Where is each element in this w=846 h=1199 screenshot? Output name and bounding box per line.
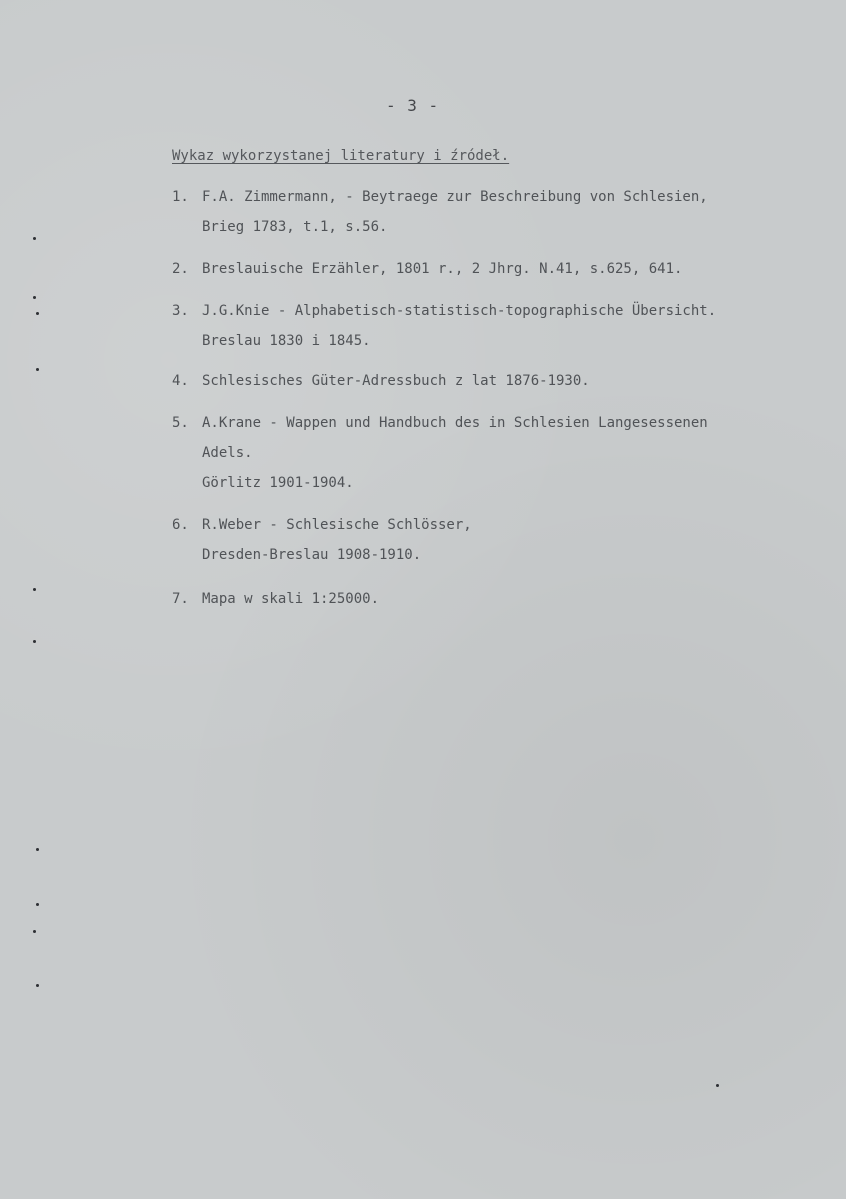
- entry-line: Breslauische Erzähler, 1801 r., 2 Jhrg. N.41, s.625, 641.: [202, 261, 683, 277]
- bibliography-entry-5: [172, 408, 708, 498]
- scan-speck: [36, 848, 39, 851]
- bibliography-entry-1: [172, 182, 708, 242]
- scan-speck: [36, 984, 39, 987]
- entry-line: A.Krane - Wappen und Handbuch des in Schlesien Langesessenen: [202, 415, 708, 431]
- bibliography-entry-7: [172, 584, 379, 614]
- entry-line: Adels.: [202, 445, 253, 461]
- entry-number: 1.: [172, 189, 189, 205]
- entry-line: R.Weber - Schlesische Schlösser,: [202, 517, 472, 533]
- scan-speck: [33, 588, 36, 591]
- entry-number: 5.: [172, 415, 189, 431]
- scan-speck: [716, 1084, 719, 1087]
- bibliography-heading: Wykaz wykorzystanej literatury i źródeł.: [172, 148, 510, 164]
- scan-speck: [36, 368, 39, 371]
- entry-line: Dresden-Breslau 1908-1910.: [202, 547, 422, 563]
- entry-line: Mapa w skali 1:25000.: [202, 591, 380, 607]
- scan-speck: [33, 640, 36, 643]
- entry-number: 2.: [172, 261, 189, 277]
- entry-line: Brieg 1783, t.1, s.56.: [202, 219, 388, 235]
- scan-speck: [33, 237, 36, 240]
- scan-speck: [33, 930, 36, 933]
- entry-line: Breslau 1830 i 1845.: [202, 333, 371, 349]
- entry-number: 6.: [172, 517, 189, 533]
- scan-speck: [36, 903, 39, 906]
- page-number: - 3 -: [386, 96, 440, 115]
- entry-number: 4.: [172, 373, 189, 389]
- entry-line: J.G.Knie - Alphabetisch-statistisch-topographische Übersicht.: [202, 303, 717, 319]
- bibliography-entry-3: [172, 296, 716, 356]
- bibliography-entry-4: [172, 366, 590, 396]
- scan-speck: [36, 312, 39, 315]
- entry-number: 3.: [172, 303, 189, 319]
- bibliography-entry-2: [172, 254, 682, 284]
- entry-line: F.A. Zimmermann, - Beytraege zur Beschreibung von Schlesien,: [202, 189, 708, 205]
- entry-number: 7.: [172, 591, 189, 607]
- entry-line: Schlesisches Güter-Adressbuch z lat 1876-1930.: [202, 373, 590, 389]
- scan-speck: [33, 296, 36, 299]
- bibliography-entry-6: [172, 510, 472, 570]
- entry-line: Görlitz 1901-1904.: [202, 475, 354, 491]
